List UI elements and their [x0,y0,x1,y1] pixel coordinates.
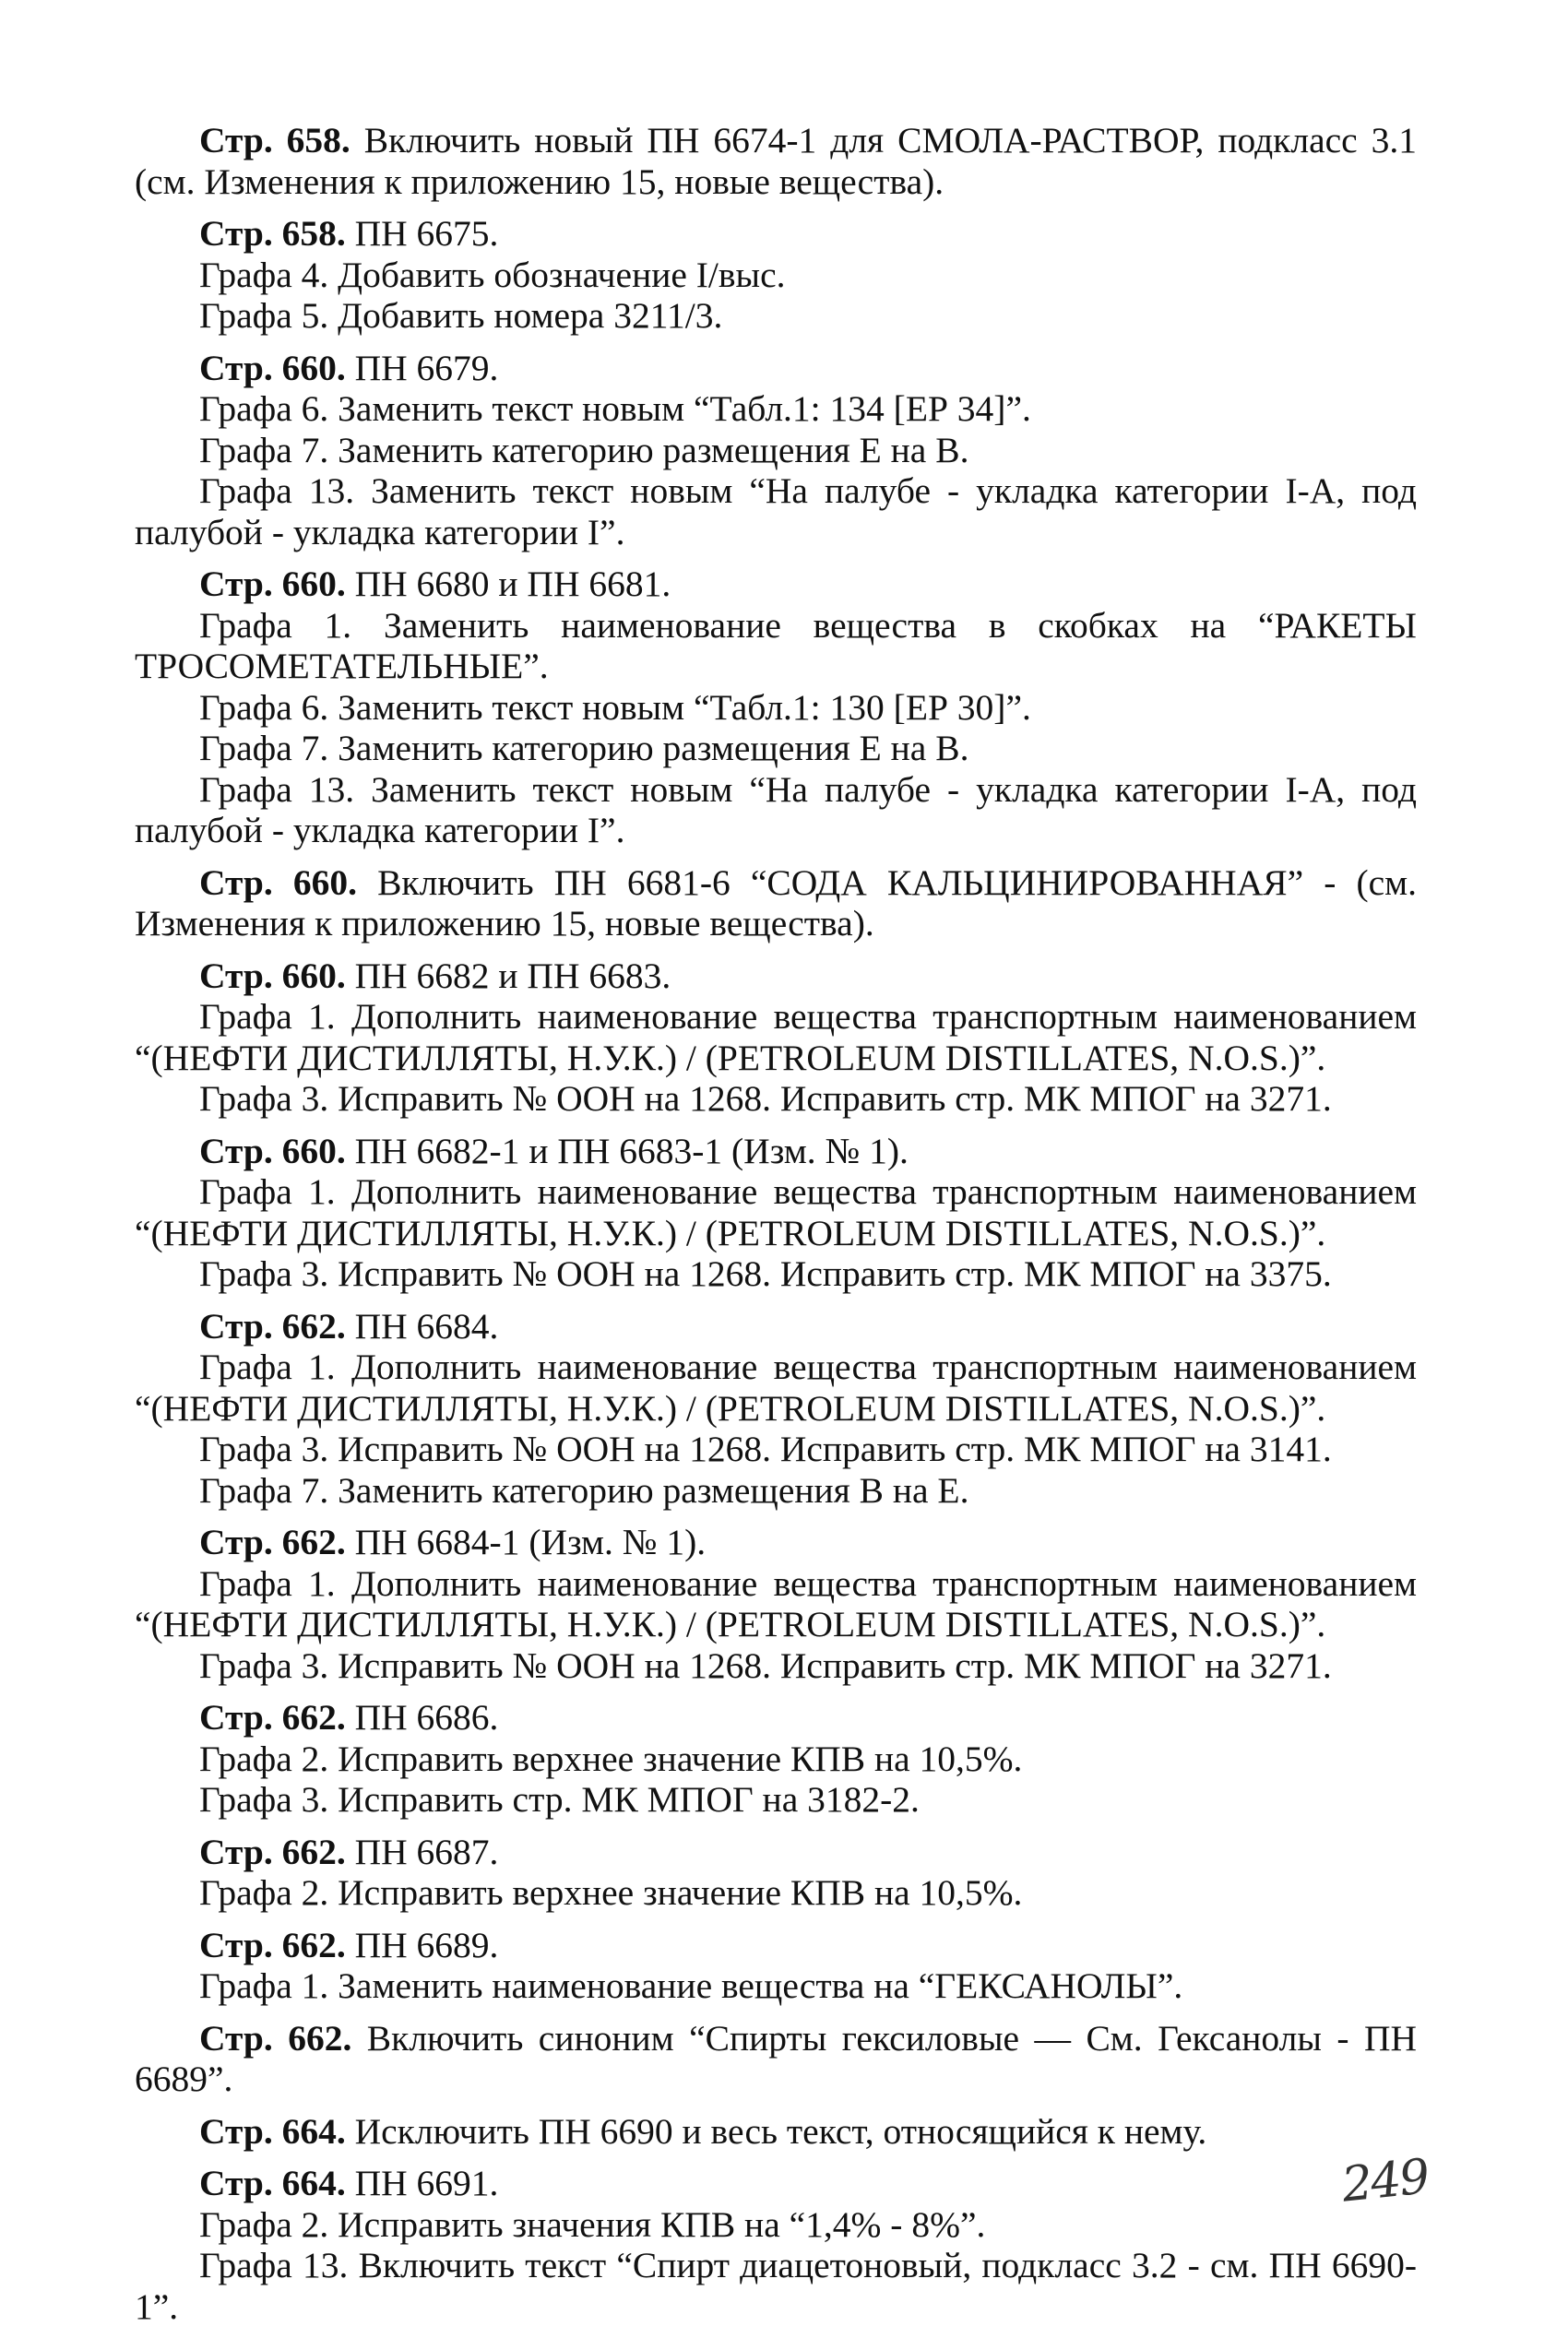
handwritten-page-number: 249 [1339,2149,1431,2213]
entry-line: Графа 6. Заменить текст новым “Табл.1: 130 [ЕР 30]”. [199,686,1031,728]
page-ref: Стр. 662. [199,2017,352,2059]
entry-line: Графа 13. Включить текст “Спирт диацетоновый, подкласс 3.2 - см. ПН 6690-1”. [135,2245,1417,2327]
entry-line: Стр. 658. Включить новый ПН 6674-1 для СМОЛА-РАСТВОР, подкласс 3.1 (см. Изменения к приложению 15, новые вещества). [135,120,1418,202]
amendment-entry [135,2163,1417,2327]
page-ref: Стр. 664. [199,2163,346,2203]
amendment-entry [135,1832,1417,1914]
page-ref: Стр. 660. [199,861,357,903]
entry-line: Стр. 660. ПН 6682-1 и ПН 6683-1 (Изм. № 1). [199,1130,909,1171]
amendment-entry [135,2111,1417,2153]
entry-line: Стр. 662. ПН 6686. [199,1697,499,1738]
entry-line: Стр. 660. ПН 6679. [199,347,499,388]
entry-line: Стр. 664. ПН 6691. [199,2163,499,2203]
page-ref: Стр. 660. [199,347,346,388]
entry-line: Графа 1. Дополнить наименование вещества транспортным наименованием “(НЕФТИ ДИСТИЛЛЯТЫ, Н.У.К.) / (PETROLEUM DISTILLATES, N.O.S.)”. [135,1562,1417,1644]
page-ref: Стр. 662. [199,1831,346,1872]
page-ref: Стр. 662. [199,1305,346,1347]
entry-line: Графа 1. Дополнить наименование вещества транспортным наименованием “(НЕФТИ ДИСТИЛЛЯТЫ, Н.У.К.) / (PETROLEUM DISTILLATES, N.O.S.)”. [135,1347,1417,1429]
page-ref: Стр. 660. [199,955,346,996]
amendment-entry [135,1697,1417,1821]
entry-line: Стр. 662. ПН 6684-1 (Изм. № 1). [199,1522,707,1562]
amendment-entry [135,564,1417,851]
entry-line: Графа 3. Исправить стр. МК МПОГ на 3182-2. [199,1779,920,1820]
entry-line: Графа 3. Исправить № ООН на 1268. Исправить стр. МК МПОГ на 3141. [199,1429,1332,1469]
entry-line: Графа 13. Заменить текст новым “На палубе - укладка категории I-A, под палубой - укладка категории I”. [135,470,1417,552]
entry-line: Графа 5. Добавить номера 3211/3. [199,295,723,336]
page-ref: Стр. 662. [199,1697,346,1738]
entry-line: Графа 1. Заменить наименование вещества на “ГЕКСАНОЛЫ”. [199,1965,1183,2006]
entry-line: Графа 4. Добавить обозначение I/выс. [199,254,786,295]
entry-line: Стр. 664. Исключить ПН 6690 и весь текст, относящийся к нему. [199,2110,1207,2152]
amendment-entry [135,1522,1417,1686]
amendment-entry [135,213,1417,337]
amendment-entry [135,120,1417,202]
entry-line: Графа 2. Исправить верхнее значение КПВ на 10,5%. [199,1872,1023,1913]
entry-line: Стр. 658. ПН 6675. [199,213,499,254]
amendment-entry [135,955,1417,1120]
page-ref: Стр. 660. [199,1130,346,1171]
page-ref: Стр. 664. [199,2110,346,2152]
entry-line: Графа 1. Дополнить наименование вещества транспортным наименованием “(НЕФТИ ДИСТИЛЛЯТЫ, Н.У.К.) / (PETROLEUM DISTILLATES, N.O.S.)”. [135,1171,1417,1253]
amendment-entry [135,1925,1417,2007]
amendment-entry [135,348,1417,553]
entry-line: Стр. 662. Включить синоним “Спирты гексиловые — См. Гексанолы - ПН 6689”. [135,2017,1417,2099]
page-ref: Стр. 658. [199,213,346,254]
amendment-entry [135,1306,1417,1512]
entry-line: Стр. 660. Включить ПН 6681-6 “СОДА КАЛЬЦИНИРОВАННАЯ” - (см. Изменения к приложению 15, новые вещества). [135,861,1418,944]
entry-line: Стр. 662. ПН 6687. [199,1831,499,1872]
amendment-entry [135,1131,1417,1295]
entry-line: Стр. 662. ПН 6684. [199,1305,499,1347]
amendment-entry [135,2018,1417,2100]
amendment-entry [135,862,1417,944]
page-ref: Стр. 662. [199,1522,346,1562]
entry-line: Стр. 660. ПН 6682 и ПН 6683. [199,955,671,996]
entry-line: Графа 13. Заменить текст новым “На палубе - укладка категории I-A, под палубой - укладка категории I”. [135,768,1417,850]
document-body [135,120,1417,2338]
entry-line: Графа 3. Исправить № ООН на 1268. Исправить стр. МК МПОГ на 3271. [199,1644,1332,1686]
entry-line: Графа 1. Дополнить наименование вещества транспортным наименованием “(НЕФТИ ДИСТИЛЛЯТЫ, Н.У.К.) / (PETROLEUM DISTILLATES, N.O.S.)”. [135,996,1417,1078]
entry-line: Графа 3. Исправить № ООН на 1268. Исправить стр. МК МПОГ на 3271. [199,1078,1332,1119]
entry-line: Стр. 662. ПН 6689. [199,1924,499,1965]
entry-line: Графа 2. Исправить значения КПВ на “1,4% - 8%”. [199,2203,986,2245]
entry-line: Графа 6. Заменить текст новым “Табл.1: 134 [ЕР 34]”. [199,388,1031,429]
entry-line: Графа 2. Исправить верхнее значение КПВ на 10,5%. [199,1738,1023,1779]
page-ref: Стр. 658. [199,120,350,160]
entry-line: Графа 7. Заменить категорию размещения В на Е. [199,1469,969,1511]
entry-line: Графа 7. Заменить категорию размещения Е на В. [199,728,969,768]
entry-line: Графа 7. Заменить категорию размещения Е на В. [199,429,969,470]
entry-line: Графа 1. Заменить наименование вещества в скобках на “РАКЕТЫ ТРОСОМЕТАТЕЛЬНЫЕ”. [135,604,1417,686]
entry-line: Графа 3. Исправить № ООН на 1268. Исправить стр. МК МПОГ на 3375. [199,1253,1332,1294]
page-ref: Стр. 662. [199,1924,346,1965]
entry-line: Стр. 660. ПН 6680 и ПН 6681. [199,564,671,604]
page-ref: Стр. 660. [199,564,346,604]
